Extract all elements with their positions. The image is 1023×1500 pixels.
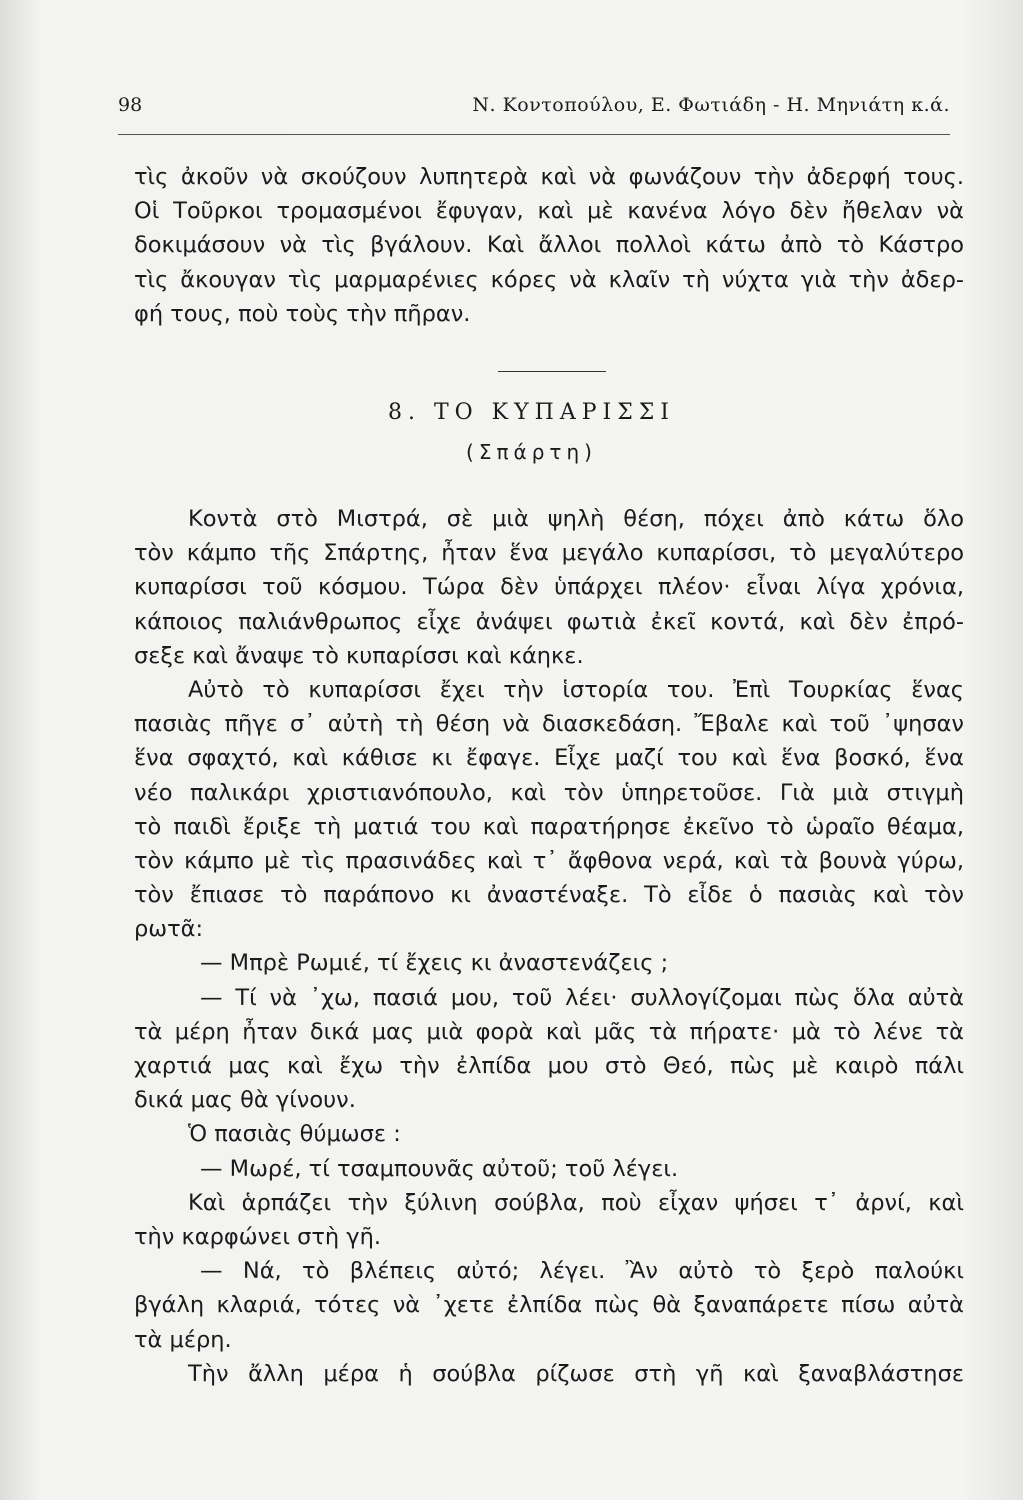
text-line: κυπαρίσσι τοῦ κόσμου. Τώρα δὲν ὑπάρχει πλέον· εἶναι λίγα χρόνια, [134,574,964,601]
header-rule [118,134,950,135]
text-line: ρωτᾶ: [134,916,204,943]
story-title: 8. ΤΟ ΚΥΠΑΡΙΣΣΙ [387,400,675,425]
text-line: τὶς ἄκουγαν τὶς μαρμαρένιες κόρες νὰ κλαῖν τὴ νύχτα γιὰ τὴν ἀδερ- [134,266,964,293]
text-line: τὶς ἀκοῦν νὰ σκούζουν λυπητερὰ καὶ νὰ φωνάζουν τὴν ἀδερφή τους. [134,164,964,190]
dialogue-line: — Νά, τὸ βλέπεις αὐτό; λέγει. Ἂν αὐτὸ τὸ ξερὸ παλούκι [200,1258,964,1285]
text-line: Ὁ πασιὰς θύμωσε : [188,1121,401,1148]
dialogue-line: — Μπρὲ Ρωμιέ, τί ἔχεις κι ἀναστενάζεις ; [200,950,669,977]
text-line: Καὶ ἁρπάζει τὴν ξύλινη σούβλα, ποὺ εἶχαν ψήσει τ᾽ ἀρνί, καὶ [188,1189,964,1216]
section-divider [498,371,606,372]
text-line: πασιὰς πῆγε σ᾽ αὐτὴ τὴ θέση νὰ διασκεδάση. Ἔβαλε καὶ τοῦ ᾽ψησαν [134,711,964,738]
text-line: Τὴν ἄλλη μέρα ἡ σούβλα ρίζωσε στὴ γῆ καὶ ξαναβλάστησε [188,1360,964,1387]
text-line: βγάλη κλαριά, τότες νὰ ᾽χετε ἐλπίδα πὼς θὰ ξαναπάρετε πίσω αὐτὰ [134,1292,964,1319]
text-line: Κοντὰ στὸ Μιστρά, σὲ μιὰ ψηλὴ θέση, πόχει ἀπὸ κάτω ὅλο [188,506,964,532]
page-header [118,94,950,124]
text-line: τὰ μέρη. [134,1326,232,1353]
text-line: ἕνα σφαχτό, καὶ κάθισε κι ἔφαγε. Εἶχε μαζί του καὶ ἕνα βοσκό, ἕνα [134,745,964,772]
story-body [134,502,964,1391]
text-line: Αὐτὸ τὸ κυπαρίσσι ἔχει τὴν ἱστορία του. Ἐπὶ Τουρκίας ἕνας [188,676,964,703]
text-line: νέο παλικάρι χριστιανόπουλο, καὶ τὸν ὑπηρετοῦσε. Γιὰ μιὰ στιγμὴ [134,779,964,806]
text-line: τὴν καρφώνει στὴ γῆ. [134,1223,382,1250]
text-line: τὸ παιδὶ ἔριξε τὴ ματιά του καὶ παρατήρησε ἐκεῖνο τὸ ὡραῖο θέαμα, [134,813,964,840]
intro-paragraph [134,160,964,331]
text-line: κάποιος παλιάνθρωπος εἶχε ἀνάψει φωτιὰ ἐκεῖ κοντά, καὶ δὲν ἐπρό- [134,608,964,635]
text-line: τὰ μέρη ἦταν δικά μας μιὰ φορὰ καὶ μᾶς τὰ πήρατε· μὰ τὸ λένε τὰ [134,1018,964,1045]
dialogue-line: — Μωρέ, τί τσαμπουνᾶς αὐτοῦ; τοῦ λέγει. [200,1155,679,1182]
running-head: Ν. Κοντοπούλου, Ε. Φωτιάδη - Η. Μηνιάτη κ.ά. [472,94,950,116]
text-line: δοκιμάσουν νὰ τὶς βγάλουν. Καὶ ἄλλοι πολλοὶ κάτω ἀπὸ τὸ Κάστρο [134,232,964,259]
page-number: 98 [118,94,143,116]
text-line: φή τους, ποὺ τοὺς τὴν πῆραν. [134,300,471,327]
text-line: τὸν κάμπο τῆς Σπάρτης, ἦταν ἕνα μεγάλο κυπαρίσσι, τὸ μεγαλύτερο [134,540,964,567]
text-line: Οἱ Τοῦρκοι τρομασμένοι ἔφυγαν, καὶ μὲ κανένα λόγο δὲν ἤθελαν νὰ [134,198,964,225]
dialogue-line: — Τί νὰ ᾽χω, πασιά μου, τοῦ λέει· συλλογίζομαι πὼς ὅλα αὐτὰ [200,984,964,1011]
text-line: σεξε καὶ ἄναψε τὸ κυπαρίσσι καὶ κάηκε. [134,642,584,669]
text-line: χαρτιά μας καὶ ἔχω τὴν ἐλπίδα μου στὸ Θεό, πὼς μὲ καιρὸ πάλι [134,1053,964,1079]
text-line: τὸν κάμπο μὲ τὶς πρασινάδες καὶ τ᾽ ἄφθονα νερά, καὶ τὰ βουνὰ γύρω, [134,847,964,874]
text-line: δικά μας θὰ γίνουν. [134,1087,356,1114]
story-subtitle: (Σπάρτη) [466,440,597,464]
text-line: τὸν ἔπιασε τὸ παράπονο κι ἀναστέναξε. Τὸ εἶδε ὁ πασιὰς καὶ τὸν [134,882,964,909]
